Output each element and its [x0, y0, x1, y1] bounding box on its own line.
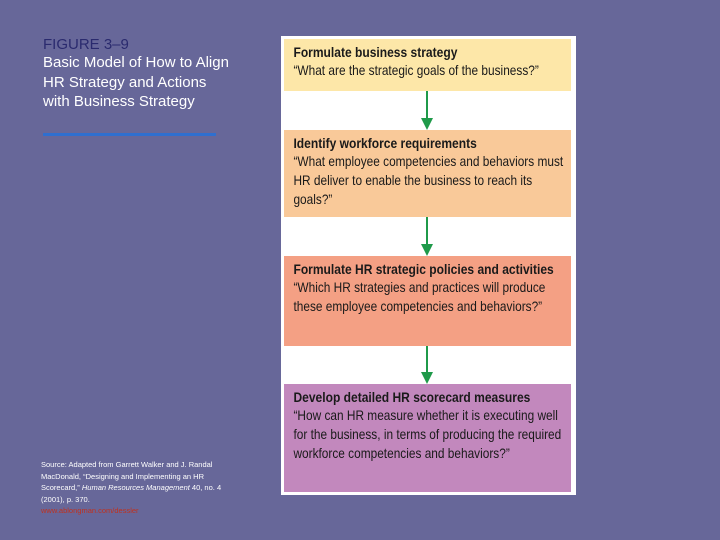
step-box-4	[284, 384, 571, 492]
arrow-down-icon	[421, 346, 433, 384]
arrow-down-icon	[421, 91, 433, 130]
step-1-heading: Formulate business strategy	[293, 44, 458, 60]
step-3-question: “Which HR strategies and practices will produce these employee competencies and behaviors?”	[293, 280, 546, 314]
arrow-down-icon	[421, 217, 433, 256]
figure-title: Basic Model of How to Align HR Strategy and Actions with Business Strategy	[43, 54, 229, 110]
title-underline	[43, 133, 216, 136]
flow-diagram	[281, 36, 576, 495]
step-4-heading: Develop detailed HR scorecard measures	[293, 389, 531, 405]
source-citation	[41, 459, 231, 517]
step-3-heading: Formulate HR strategic policies and activities	[293, 261, 554, 277]
step-2-question: “What employee competencies and behaviors must HR deliver to enable the business to reach its goals?”	[293, 154, 564, 207]
step-4-question: “How can HR measure whether it is executing well for the business, in terms of producing the required workforce competencies and behaviors?”	[293, 408, 562, 461]
step-box-2	[284, 130, 571, 217]
figure-label: FIGURE 3–9	[43, 36, 129, 53]
step-1-question: “What are the strategic goals of the business?”	[293, 63, 539, 78]
step-box-1	[284, 39, 571, 91]
source-journal: Human Resources Management	[81, 483, 190, 492]
source-link[interactable]: www.ablongman.com/dessler	[41, 506, 139, 515]
step-box-3	[284, 256, 571, 346]
source-details: 40, no. 4 (2001), p. 370.	[41, 483, 222, 504]
source-text: Source: Adapted from Garrett Walker and J. Randal MacDonald, “Designing and Implementing an HR Scorecard,”	[41, 460, 213, 492]
step-2-heading: Identify workforce requirements	[293, 135, 477, 151]
